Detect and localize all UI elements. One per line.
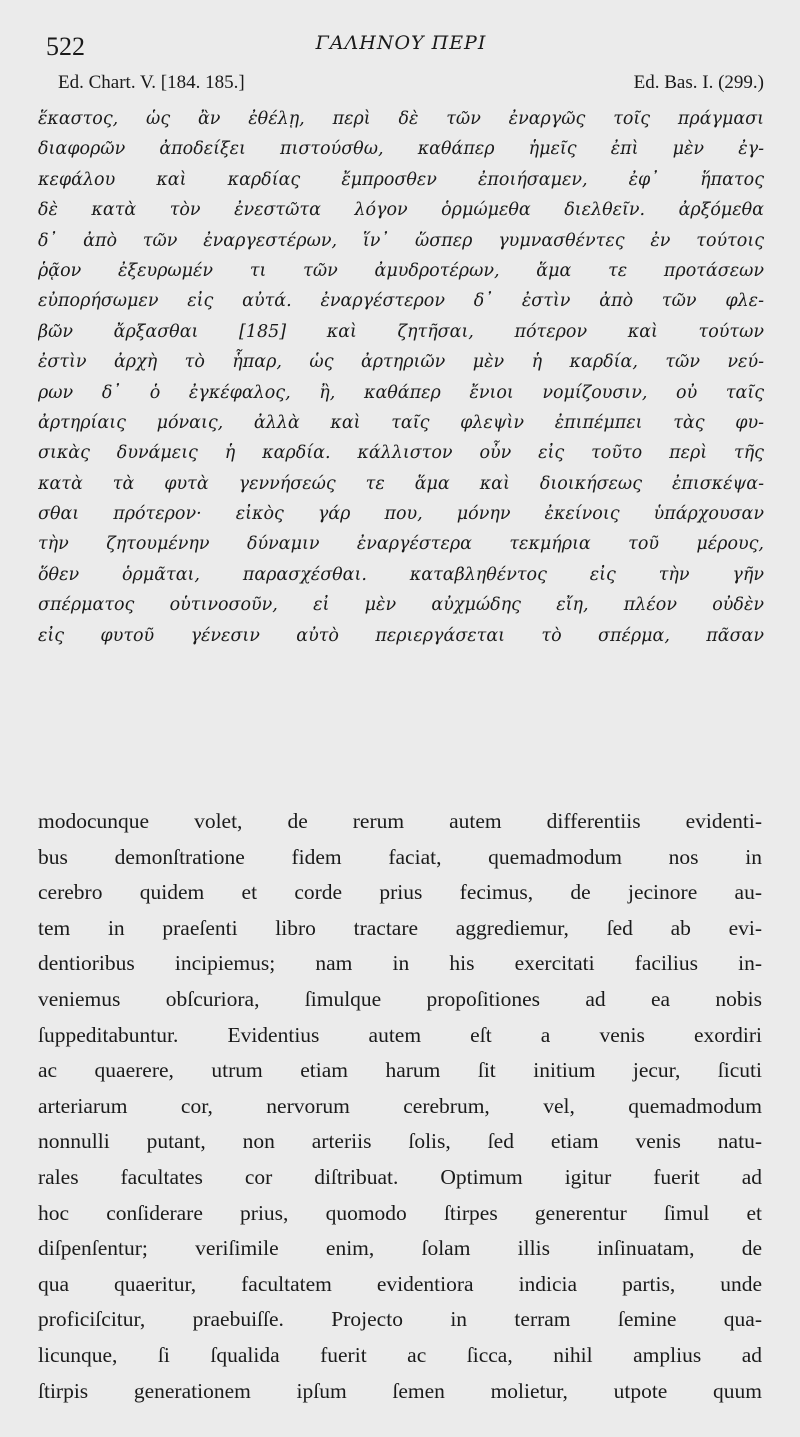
edition-chartier-reference: Ed. Chart. V. [184. 185.] [58, 72, 245, 93]
greek-line: εὐπορήσωμεν εἰς αὐτά. ἐναργέστερον δ᾽ ἐστὶν ἀπὸ τῶν φλε- [38, 291, 764, 312]
greek-line: ἀρτηρίαις μόναις, ἀλλὰ καὶ ταῖς φλεψὶν ἐπιπέμπει τὰς φυ- [38, 412, 764, 433]
latin-line: ſuppeditabuntur. Evidentius autem eſt a venis exordiri [38, 1022, 762, 1047]
latin-line: bus demonſtratione fidem faciat, quemadmodum nos in [38, 844, 762, 869]
latin-line: arteriarum cor, nervorum cerebrum, vel, quemadmodum [38, 1093, 762, 1118]
greek-line: ἕκαστος, ὡς ἂν ἐθέλῃ, περὶ δὲ τῶν ἐναργῶς τοῖς πράγμασι [38, 109, 764, 129]
latin-line: hoc conſiderare prius, quomodo ſtirpes generentur ſimul et [38, 1200, 762, 1225]
greek-line: ῥᾷον ἐξευρωμέν τι τῶν ἀμυδροτέρων, ἅμα τε προτάσεων [38, 260, 764, 281]
greek-line: ρων δ᾽ ὁ ἐγκέφαλος, ἢ, καθάπερ ἔνιοι νομίζουσιν, οὐ ταῖς [38, 382, 764, 403]
latin-text-block [38, 804, 762, 1409]
latin-line: nonnulli putant, non arteriis ſolis, ſed etiam venis natu- [38, 1129, 762, 1154]
greek-line: δ᾽ ἀπὸ τῶν ἐναργεστέρων, ἵν᾽ ὥσπερ γυμνασθέντες ἐν τούτοις [38, 230, 764, 251]
greek-line: εἰς φυτοῦ γένεσιν αὐτὸ περιεργάσεται τὸ σπέρμα, πᾶσαν [38, 625, 764, 646]
greek-line: βῶν ἄρξασθαι [185] καὶ ζητῆσαι, πότερον καὶ τούτων [38, 321, 764, 342]
latin-line: licunque, ſi ſqualida fuerit ac ſicca, nihil amplius ad [38, 1342, 762, 1367]
greek-line: διαφορῶν ἀποδείξει πιστούσθω, καθάπερ ἡμεῖς ἐπὶ μὲν ἐγ- [38, 139, 764, 160]
latin-line: ac quaerere, utrum etiam harum ſit initium jecur, ſicuti [38, 1058, 762, 1083]
latin-line: modocunque volet, de rerum autem differentiis evidenti- [38, 809, 762, 833]
page-number: 522 [46, 32, 85, 61]
edition-basel-reference: Ed. Bas. I. (299.) [633, 72, 764, 93]
latin-line: proficiſcitur, praebuiſſe. Projecto in terram ſemine qua- [38, 1307, 762, 1332]
greek-line: κατὰ τὰ φυτὰ γεννήσεώς τε ἅμα καὶ διοικήσεως ἐπισκέψα- [38, 473, 764, 494]
greek-line: ὅθεν ὁρμᾶται, παρασχέσθαι. καταβληθέντος εἰς τὴν γῆν [38, 564, 764, 585]
latin-line: veniemus obſcuriora, ſimulque propoſitiones ad ea nobis [38, 986, 762, 1011]
greek-text-block [38, 104, 764, 651]
greek-line: κεφάλου καὶ καρδίας ἔμπροσθεν ἐποιήσαμεν, ἐφ᾽ ἥπατος [38, 169, 764, 190]
latin-line: qua quaeritur, facultatem evidentiora indicia partis, unde [38, 1271, 762, 1296]
greek-line: σθαι πρότερον· εἰκὸς γάρ που, μόνην ἐκείνοις ὑπάρχουσαν [38, 504, 764, 525]
greek-line: σικὰς δυνάμεις ἡ καρδία. κάλλιστον οὖν εἰς τοῦτο περὶ τῆς [38, 443, 764, 464]
greek-line: ἐστὶν ἀρχὴ τὸ ἧπαρ, ὡς ἀρτηριῶν μὲν ἡ καρδία, τῶν νεύ- [38, 352, 764, 373]
greek-line: σπέρματος οὑτινοσοῦν, εἰ μὲν αὐχμώδης εἴη, πλέον οὐδὲν [38, 595, 764, 616]
latin-line: dentioribus incipiemus; nam in his exercitati facilius in- [38, 951, 762, 976]
latin-line: ſtirpis generationem ipſum ſemen molietur, utpote quum [38, 1378, 762, 1403]
running-head [42, 30, 760, 60]
latin-line: rales facultates cor diſtribuat. Optimum igitur fuerit ad [38, 1164, 762, 1189]
latin-line: diſpenſentur; veriſimile enim, ſolam illis inſinuatam, de [38, 1236, 762, 1261]
latin-line: cerebro quidem et corde prius fecimus, de jecinore au- [38, 880, 762, 905]
running-title: ΓΑΛΗΝΟΥ ΠΕΡΙ [315, 32, 487, 54]
greek-line: τὴν ζητουμένην δύναμιν ἐναργέστερα τεκμήρια τοῦ μέρους, [38, 534, 764, 555]
latin-line: tem in praeſenti libro tractare aggrediemur, ſed ab evi- [38, 915, 762, 940]
edition-reference-line [58, 72, 764, 98]
greek-line: δὲ κατὰ τὸν ἐνεστῶτα λόγον ὁρμώμεθα διελθεῖν. ἀρξόμεθα [38, 200, 764, 221]
